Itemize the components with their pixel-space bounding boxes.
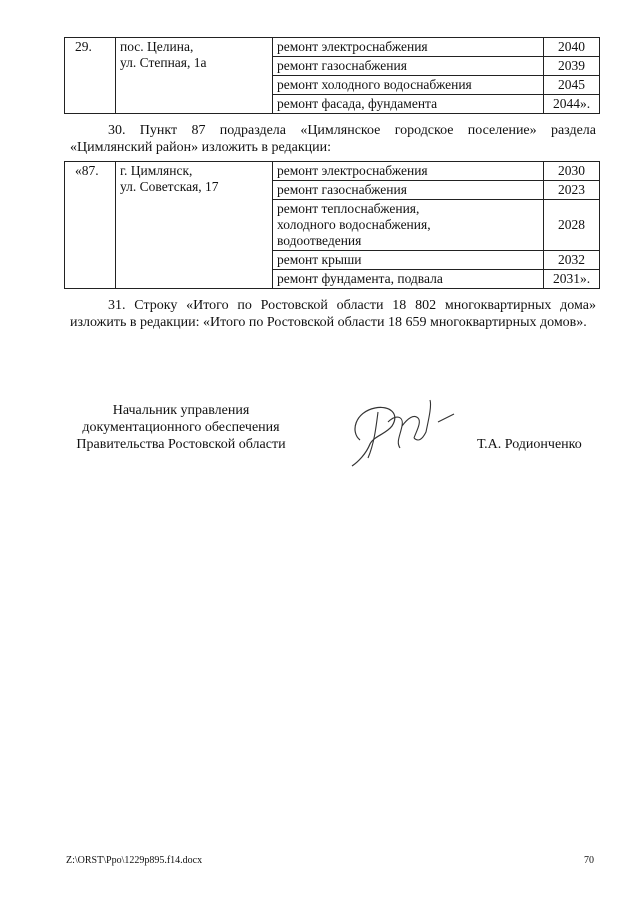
signer-position <box>64 402 298 453</box>
page-number: 70 <box>584 855 594 866</box>
table-item-87 <box>64 161 600 289</box>
table-row <box>65 38 600 57</box>
signer-name: Т.А. Родионченко <box>477 437 582 452</box>
work-year: 2030 <box>544 162 600 181</box>
paragraph-30: 30. Пункт 87 подраздела «Цимлянское городское поселение» раздела «Цимлянский район» изложить в редакции: <box>70 123 596 155</box>
work-line: холодного водоснабжения, <box>277 217 431 232</box>
address-line: г. Цимлянск, <box>120 163 193 178</box>
work-type <box>273 181 544 200</box>
table-row <box>65 162 600 181</box>
item-number: 29. <box>65 38 116 114</box>
item-address <box>116 38 273 114</box>
position-line: Правительства Ростовской области <box>76 437 286 452</box>
work-year: 2031». <box>544 270 600 289</box>
position-line: документационного обеспечения <box>82 420 280 435</box>
footer-file-path: Z:\ORST\Ppo\1229p895.f14.docx <box>66 855 203 866</box>
work-type <box>273 270 544 289</box>
work-type: ремонт электроснабжения <box>273 38 544 57</box>
work-line: ремонт теплоснабжения, <box>277 201 420 216</box>
address-line: ул. Советская, 17 <box>120 179 219 194</box>
work-type: ремонт газоснабжения <box>273 57 544 76</box>
work-type <box>273 200 544 251</box>
address-line: пос. Целина, <box>120 39 194 54</box>
item-address <box>116 162 273 289</box>
work-line: ремонт газоснабжения <box>277 182 407 197</box>
table-item-29 <box>64 37 600 114</box>
address-line: ул. Степная, 1а <box>120 55 207 70</box>
work-type <box>273 162 544 181</box>
work-type <box>273 251 544 270</box>
position-line: Начальник управления <box>112 403 250 418</box>
work-year: 2032 <box>544 251 600 270</box>
work-year: 2045 <box>544 76 600 95</box>
work-year: 2040 <box>544 38 600 57</box>
work-year: 2039 <box>544 57 600 76</box>
work-line: водоотведения <box>277 233 362 248</box>
work-line: ремонт фундамента, подвала <box>277 271 443 286</box>
work-year: 2044». <box>544 95 600 114</box>
work-year: 2023 <box>544 181 600 200</box>
work-line: ремонт крыши <box>277 252 362 267</box>
item-number: «87. <box>65 162 116 289</box>
handwritten-signature <box>330 392 460 472</box>
work-type: ремонт холодного водоснабжения <box>273 76 544 95</box>
paragraph-31: 31. Строку «Итого по Ростовской области 18 802 многоквартирных дома» изложить в редакции: «Итого по Ростовской области 18 659 многоквартирных домов». <box>70 298 596 330</box>
work-year: 2028 <box>544 200 600 251</box>
work-type: ремонт фасада, фундамента <box>273 95 544 114</box>
work-line: ремонт электроснабжения <box>277 163 428 178</box>
